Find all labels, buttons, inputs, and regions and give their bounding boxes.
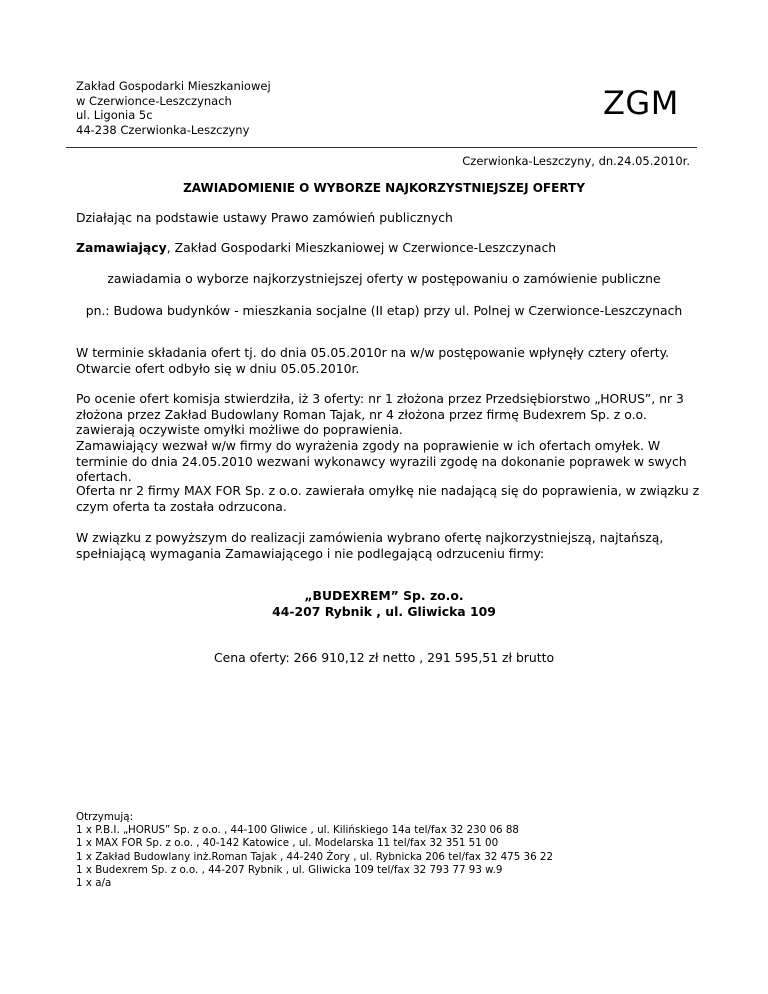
recipient-item: 1 x a/a (76, 877, 112, 890)
sender-line: ul. Ligonia 5c (76, 108, 153, 122)
sender-line: w Czerwionce-Leszczynach (76, 93, 232, 108)
recipients-heading: Otrzymują: (76, 811, 134, 823)
recipient-item: 1 x Zakład Budowlany inż.Roman Tajak , 44-240 Żory , ul. Rybnicka 206 tel/fax 32 475 36 22 (76, 850, 554, 863)
recipient-item: 1 x MAX FOR Sp. z o.o. , 40-142 Katowice , ul. Modelarska 11 tel/fax 32 351 51 00 (76, 837, 499, 850)
notify-line: zawiadamia o wyborze najkorzystniejszej oferty w postępowaniu o zamówienie publiczne (107, 271, 661, 286)
paragraph-selection: W związku z powyższym do realizacji zamówienia wybrano ofertę najkorzystniejszą, najtańszą, spełniającą wymagania Zamawiającego i nie podlegającą odrzuceniu firmy: (76, 530, 664, 561)
sender-line: 44-238 Czerwionka-Leszczyny (76, 122, 250, 137)
offer-price: Cena oferty: 266 910,12 zł netto , 291 595,51 zł brutto (213, 650, 555, 665)
sender-line: Zakład Gospodarki Mieszkaniowej (76, 79, 271, 93)
zamawiajacy-paragraph (76, 240, 701, 256)
paragraph-evaluation: Po ocenie ofert komisja stwierdziła, iż 3 oferty: nr 1 złożona przez Przedsiębiorstwo „HORUS”, nr 3 złożona przez Zakład Budowlany Roman Tajak, nr 4 złożona przez firmę Budexrem Sp. z o.o. zawierają oczywiste omyłki możliwe do poprawienia. (76, 391, 684, 437)
intro-paragraph: Działając na podstawie ustawy Prawo zamówień publicznych (76, 210, 453, 225)
paragraph-rejection: Oferta nr 2 firmy MAX FOR Sp. z o.o. zawierała omyłkę nie nadającą się do poprawienia, w związku z czym oferta ta została odrzucona. (76, 483, 700, 514)
document-title: ZAWIADOMIENIE O WYBORZE NAJKORZYSTNIEJSZEJ OFERTY (183, 181, 585, 195)
winner-name: „BUDEXREM” Sp. zo.o. (304, 588, 464, 603)
subject-line: pn.: Budowa budynków - mieszkania socjalne (II etap) przy ul. Polnej w Czerwionce-Leszczynach (85, 303, 683, 318)
zamawiajacy-text: , Zakład Gospodarki Mieszkaniowej w Czerwionce-Leszczynach (166, 240, 557, 255)
sender-address (76, 79, 271, 137)
recipient-item: 1 x Budexrem Sp. z o.o. , 44-207 Rybnik , ul. Gliwicka 109 tel/fax 32 793 77 93 w.9 (76, 863, 503, 876)
winner-address: 44-207 Rybnik , ul. Gliwicka 109 (272, 604, 496, 619)
paragraph-correction: Zamawiający wezwał w/w firmy do wyrażenia zgody na poprawienie w ich ofertach omyłek. W terminie do dnia 24.05.2010 wezwani wykonawcy wyrazili zgodę na dokonanie poprawek w swych ofertach. (76, 438, 687, 484)
recipients-list (76, 811, 553, 890)
recipient-item: 1 x P.B.I. „HORUS” Sp. z o.o. , 44-100 Gliwice , ul. Kilińskiego 14a tel/fax 32 230 06 88 (76, 824, 519, 837)
zamawiajacy-label: Zamawiający (76, 240, 167, 255)
place-date: Czerwionka-Leszczyny, dn.24.05.2010r. (462, 154, 690, 168)
paragraph-submission: W terminie składania ofert tj. do dnia 05.05.2010r na w/w postępowanie wpłynęły cztery oferty. Otwarcie ofert odbyło się w dniu 05.05.2010r. (76, 345, 670, 376)
header-divider (66, 147, 697, 148)
logo: ZGM (603, 84, 679, 122)
